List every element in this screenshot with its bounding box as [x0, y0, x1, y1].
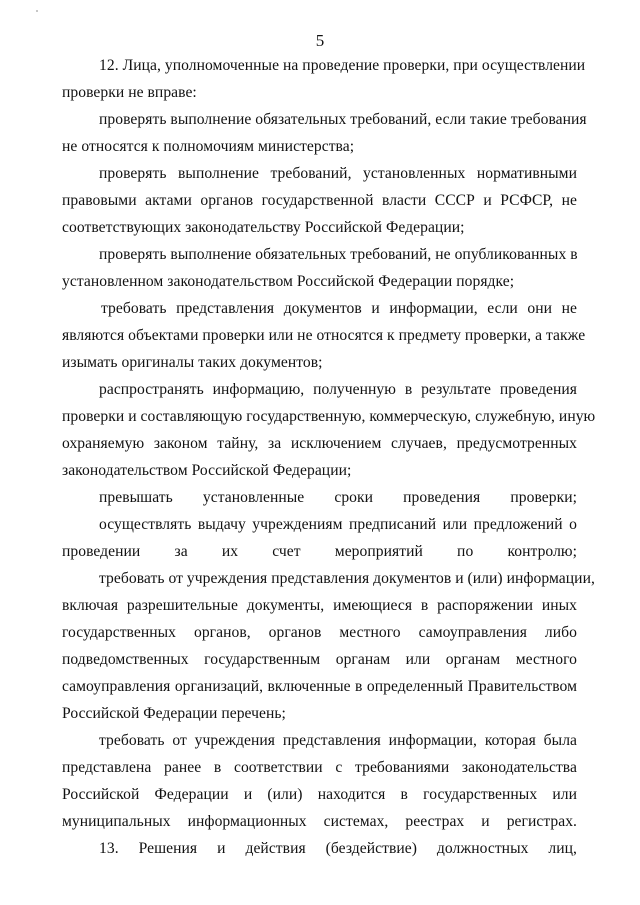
paragraph-12-line-2: проверки не вправе:	[62, 84, 197, 101]
clause-line: превышать установленные сроки проведения проверки;	[99, 489, 577, 506]
scan-speck	[36, 10, 38, 12]
clause-line: не относятся к полномочиям министерства;	[62, 138, 355, 155]
clause-line: проверки и составляющую государственную, коммерческую, служебную, иную	[62, 408, 596, 425]
paragraph-13-line-1: 13. Решения и действия (бездействие) должностных лиц,	[99, 840, 577, 857]
clause-line: являются объектами проверки или не относятся к предмету проверки, а также	[62, 327, 586, 344]
clause-line: проверять выполнение обязательных требований, не опубликованных в	[99, 246, 578, 263]
paragraph-12-line-1: 12. Лица, уполномоченные на проведение проверки, при осуществлении	[99, 57, 586, 74]
document-body	[62, 52, 596, 862]
clause-line: муниципальных информационных системах, реестрах и регистрах.	[62, 813, 577, 830]
clause-line: требовать представления документов и информации, если они не	[101, 300, 577, 317]
clause-line: осуществлять выдачу учреждениям предписаний или предложений о	[99, 516, 577, 533]
clause-line: подведомственных государственным органам или органам местного	[62, 651, 577, 668]
clause-line: установленном законодательством Российской Федерации порядке;	[62, 273, 515, 290]
clause-line: самоуправления организаций, включенные в определенный Правительством	[62, 678, 577, 695]
clause-line: распространять информацию, полученную в результате проведения	[99, 381, 577, 398]
clause-line: включая разрешительные документы, имеющиеся в распоряжении иных	[62, 597, 577, 614]
clause-line: проведении за их счет мероприятий по контролю;	[62, 543, 577, 560]
clause-line: правовыми актами органов государственной власти СССР и РСФСР, не	[62, 192, 577, 209]
clause-line: представлена ранее в соответствии с требованиями законодательства	[62, 759, 577, 776]
clause-line: требовать от учреждения представления документов и (или) информации,	[99, 570, 595, 587]
page-number: 5	[315, 31, 325, 50]
clause-line: охраняемую законом тайну, за исключением случаев, предусмотренных	[62, 435, 577, 452]
clause-line: соответствующих законодательству Российской Федерации;	[62, 219, 465, 236]
clause-line: изымать оригиналы таких документов;	[62, 354, 323, 371]
clause-line: требовать от учреждения представления информации, которая была	[99, 732, 577, 749]
clause-line: Российской Федерации и (или) находится в государственных или	[62, 786, 577, 803]
clause-line: государственных органов, органов местного самоуправления либо	[62, 624, 577, 641]
clause-line: законодательством Российской Федерации;	[62, 462, 352, 479]
clause-line: проверять выполнение обязательных требований, если такие требования	[99, 111, 587, 128]
clause-line: Российской Федерации перечень;	[62, 705, 286, 722]
clause-line: проверять выполнение требований, установленных нормативными	[99, 165, 577, 182]
